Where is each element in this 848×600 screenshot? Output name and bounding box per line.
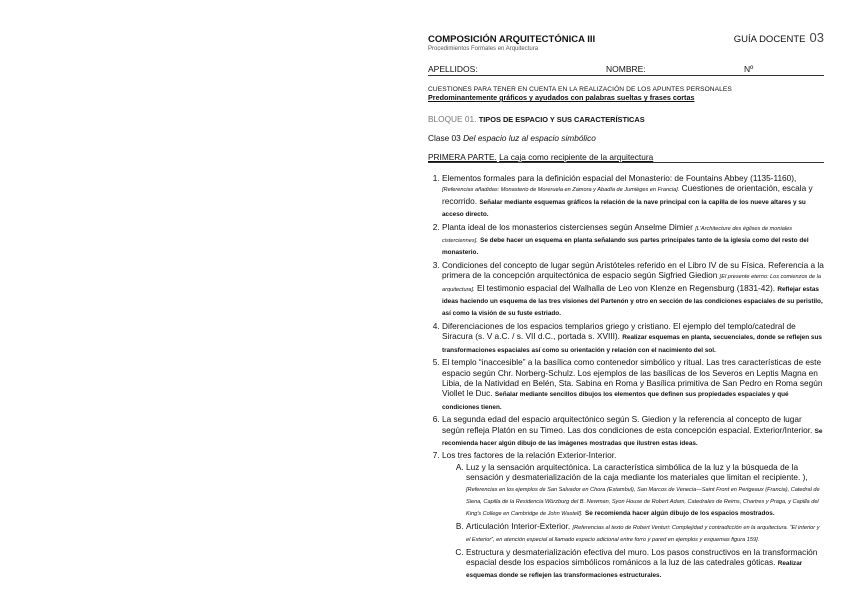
list-item [442, 173, 824, 221]
sub-list-item [466, 547, 824, 582]
sub-list-item [466, 521, 824, 546]
student-fields [428, 64, 824, 76]
notice-line: CUESTIONES PARA TENER EN CUENTA EN LA REALIZACIÓN DE LOS APUNTES PERSONALES [428, 86, 732, 93]
item-reference: [Referencias añadidas: Monasterio de Moreruela en Zamora y Abadía de Jumièges en Francia]. [442, 187, 680, 194]
item-instruction: Señalar mediante sencillos dibujos los elementos que definen sus propiedades espaciales y qué condiciones tienen. [442, 391, 789, 411]
guide-number: 03 [809, 30, 824, 45]
item-text-cont: Cuestiones de orientación, escala y recorrido. [442, 183, 813, 206]
item-text: La segunda edad del espacio arquitectónico según S. Giedion y la referencia al concepto de lugar según refleja Platón en su Timeo. Las dos condiciones de esta concepción espacial. Exterior/Interior. [442, 414, 813, 435]
sub-item-text: Articulación Interior-Exterior. [466, 520, 571, 531]
block-title: TIPOS DE ESPACIO Y SUS CARACTERÍSTICAS [478, 115, 645, 124]
name-field[interactable]: NOMBRE: [606, 64, 646, 74]
item-reference: [El presente eterno: Los comienzos de la arquitectura]. [442, 274, 822, 293]
number-field[interactable]: Nº [744, 64, 754, 74]
item-reference: [L'Architecture des églises de moniales cisterciennes]. [442, 225, 793, 245]
item-text: El templo “inaccesible” a la basílica como contenedor simbólico y ritual. Las tres características de este espacio según Chr. Norberg-Schulz. Los ejemplos de las basílicas de los Severos en Leptis Magna en Libia, de la Natividad en Belén, Sta. Sabina en Roma y Basílica primitiva de San Pedro en Roma según Viollet le Duc. [442, 357, 823, 399]
guide-page [428, 30, 824, 583]
item-text: Diferenciaciones de los espacios templarios griego y cristiano. El ejemplo del templo/catedral de Siracura (s. V a.C. / s. VII d.C., portada s. XVIII). [442, 320, 796, 342]
class-title: Del espacio luz al espacio simbólico [463, 133, 596, 143]
sub-item-text: Estructura y desmaterialización efectiva del muro. Los pasos constructivos en la transformación espacial desde los espacios simbólicos románicos a la luz de las catedrales góticas. [466, 546, 818, 567]
class-heading [428, 133, 824, 143]
guide-label-text: GUÍA DOCENTE [733, 34, 806, 45]
list-item [442, 260, 824, 320]
item-instruction: Se recomienda hacer algún dibujo de las imágenes mostradas que ilustren estas ideas. [442, 427, 823, 447]
item-instruction: Reflejar estas ideas haciendo un esquema de las tres visiones del Partenón y otro en sección de las condiciones espaciales de su peristilo, así como la visión de su fuste estriado. [442, 285, 823, 318]
item-text: Planta ideal de los monasterios cistercienses según Anselme Dimier [442, 221, 693, 232]
list-item [442, 357, 824, 413]
surname-field[interactable]: APELLIDOS: [428, 64, 478, 74]
class-prefix: Clase 03 [428, 133, 461, 143]
guide-label [734, 30, 824, 45]
block-heading [428, 114, 824, 124]
part-title: La caja como recipiente de la arquitectura [499, 152, 654, 162]
item-text: Elementos formales para la definición espacial del Monasterio: de Fountains Abbey (1135-1160), [442, 173, 797, 183]
item-instruction: Señalar mediante esquemas gráficos la relación de la nave principal con la capilla de los nueve altares y su acceso directo. [442, 198, 806, 219]
sub-item-text: Luz y la sensación arquitectónica. La característica simbólica de la luz y la búsqueda de la sensación y desmaterialización de la caja mediante los materiales que limitan el recipiente. ), [466, 461, 808, 483]
topic-list [428, 173, 824, 582]
header [428, 30, 824, 45]
item-instruction: Se debe hacer un esquema en planta señalando sus partes principales tanto de la iglesia como del resto del monasterio. [442, 237, 809, 257]
notice-emphasis: Predominantemente gráficos y ayudados con palabras sueltas y frases cortas [428, 93, 695, 102]
list-item [442, 321, 824, 356]
sub-list-item [466, 462, 824, 520]
sub-item-reference: [Referencias en los ejemplos de San Salvador en Chora (Estambul), San Marcos de Venecia—Saint Front en Perigeaux (Francia), Catedral de Siena, Capilla de la Residencia Würzburg del B. Newman, Syon House de Robert Adam, Catedrales de Reims, Chartres y Praga, y Capilla del King's College en Cambridge de John Wastell]. [466, 486, 820, 518]
item-text-cont: El testimonio espacial del Walhalla de Leo von Klenze en Regensburg (1831-42). [474, 282, 776, 293]
list-item [442, 450, 824, 581]
part-heading [428, 152, 824, 163]
sub-item-instruction: Se recomienda hacer algún dibujo de los espacios mostrados. [584, 510, 775, 518]
sub-item-reference: [Referencias al texto de Robert Venturi: Complejidad y contradicción en la arquitectura. “El interior y el Exterior”, en atención especial al llamado espacio adicional entre forro y pared en ejemplos y esquemas figura 159]. [466, 524, 820, 544]
list-item [442, 414, 824, 449]
part-label: PRIMERA PARTE. [428, 152, 497, 162]
item-text: Condiciones del concepto de lugar según Aristóteles referido en el Libro IV de su Física. Referencia a la primera de la concepción arquitectónica de espacio según Sigfried Giedion [442, 259, 824, 281]
course-subtitle: Procedimientos Formales en Arquitectura [428, 46, 539, 52]
item-instruction: Realizar esquemas en planta, secuenciales, donde se reflejen sus transformaciones espaciales así como su orientación y relación con el nacimiento del sol. [442, 334, 822, 354]
sub-list [442, 462, 824, 582]
list-item [442, 222, 824, 259]
course-title: COMPOSICIÓN ARQUITECTÓNICA III [428, 34, 596, 45]
block-label: BLOQUE 01. [428, 114, 477, 124]
item-text: Los tres factores de la relación Exterior-Interior. [442, 450, 617, 461]
sub-item-instruction: Realizar esquemas donde se reflejen las transformaciones estructurales. [466, 560, 803, 580]
